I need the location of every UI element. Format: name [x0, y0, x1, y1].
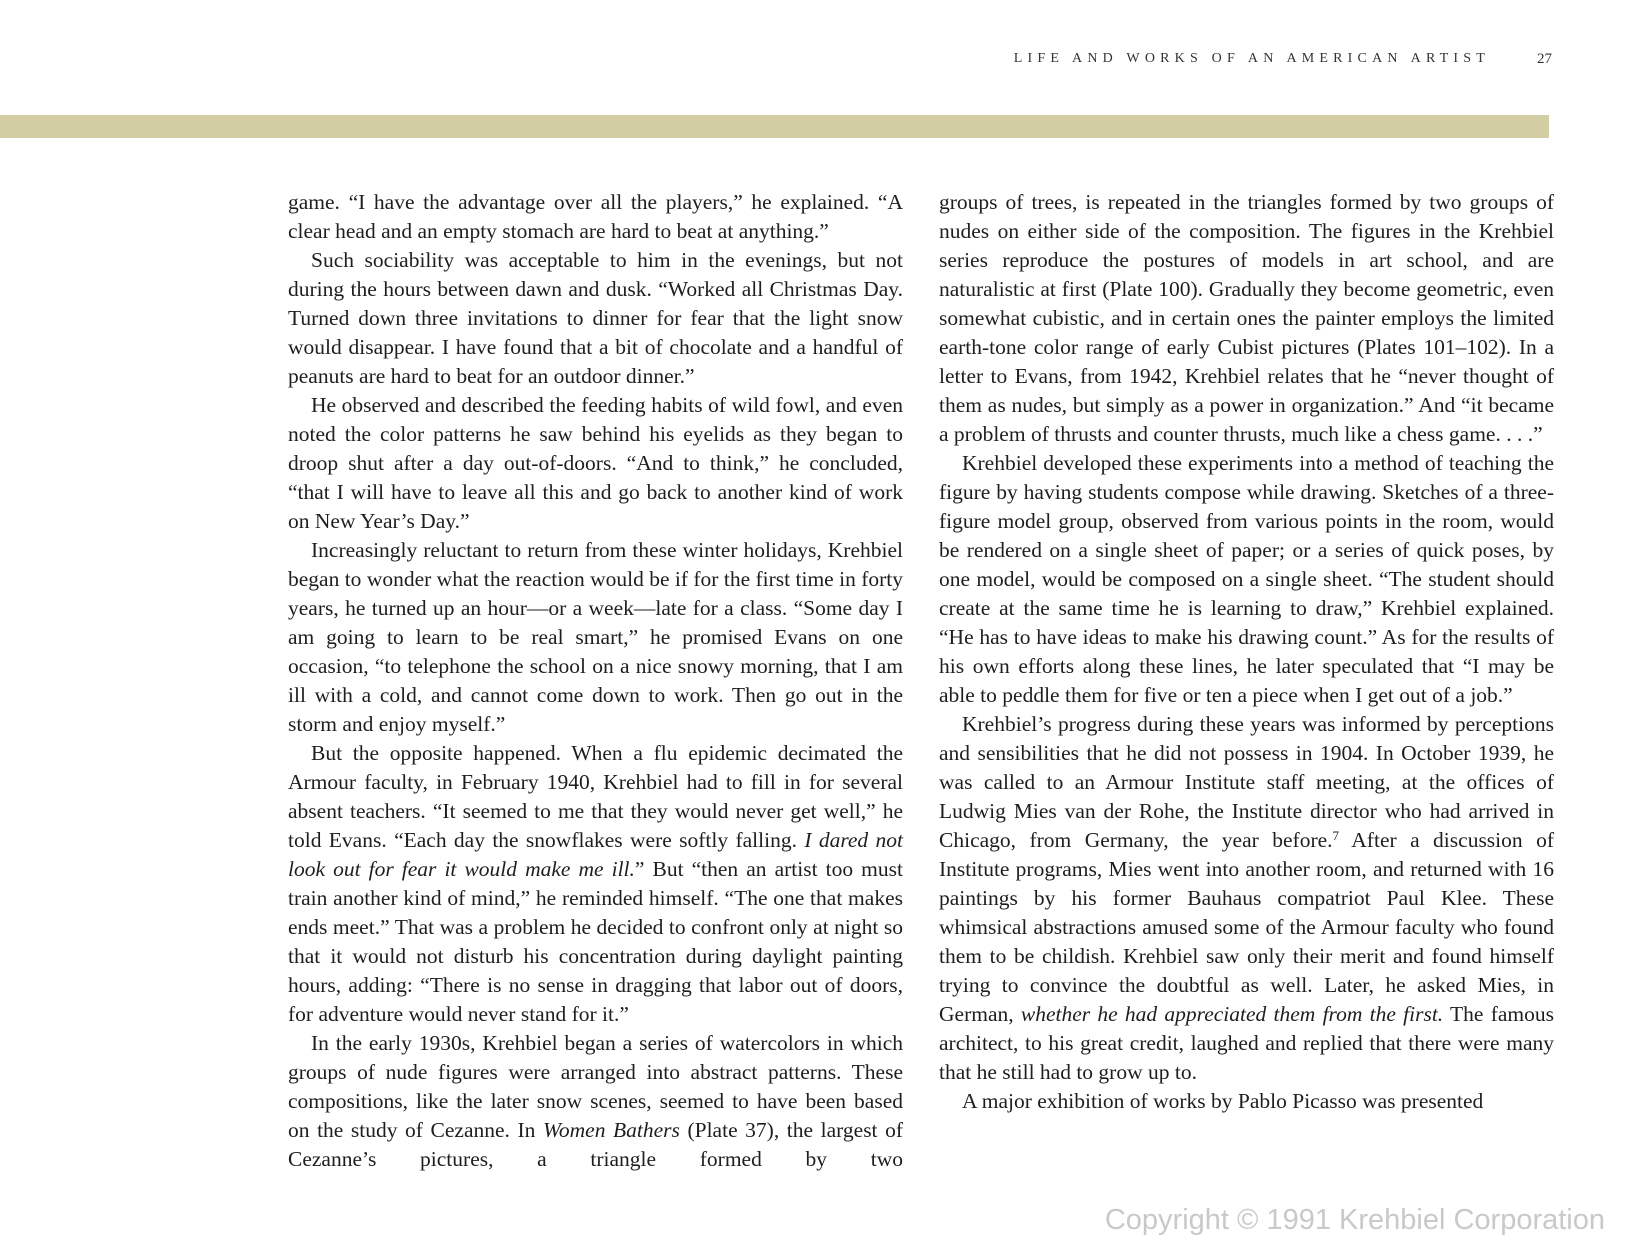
text-run: ” But “then an artist too must train another kind of mind,” he reminded himself. “The one that makes ends meet.” That was a problem he decided to confront only at night so that it would not disturb his concentration during daylight painting hours, adding: “There is no sense in dragging that labor out of doors, for adventure would never stand for it.” [288, 857, 903, 1026]
text-run: But the opposite happened. When a flu epidemic decimated the Armour faculty, in February 1940, Krehbiel had to fill in for several absent teachers. “It seemed to me that they would never get well,” he told Evans. “Each day the snowflakes were softly falling. [288, 741, 903, 852]
right-column [939, 188, 1554, 1116]
text-run: (Plate 37), the largest of Cezanne’s pictures, a triangle formed by two [288, 1118, 904, 1171]
paragraph: He observed and described the feeding habits of wild fowl, and even noted the color patterns he saw behind his eyelids as they began to droop shut after a day out-of-doors. “And to think,” he concluded, “that I will have to leave all this and go back to another kind of work on New Year’s Day.” [288, 393, 903, 533]
text-run: In the early 1930s, Krehbiel began a series of watercolors in which groups of nude figures were arranged into abstract patterns. These compositions, like the later snow scenes, seemed to have been based on the study of Cezanne. In [288, 1031, 903, 1142]
left-column [288, 188, 903, 1174]
text-run: Krehbiel’s progress during these years was informed by perceptions and sensibilities that he did not possess in 1904. In October 1939, he was called to an Armour Institute staff meeting, at the offices of Ludwig Mies van der Rohe, the Institute director who had arrived in Chicago, from Germany, the year before. [939, 712, 1554, 852]
italic-title: Women Bathers [542, 1118, 680, 1142]
paragraph: game. “I have the advantage over all the players,” he explained. “A clear head and an empty stomach are hard to beat at anything.” [288, 190, 903, 243]
paragraph [288, 739, 903, 1029]
paragraph: groups of trees, is repeated in the triangles formed by two groups of nudes on either side of the composition. The figures in the Krehbiel series reproduce the postures of models in art school, and are naturalistic at first (Plate 100). Gradually they become geometric, even somewhat cubistic, and in certain ones the painter employs the limited earth-tone color range of early Cubist pictures (Plates 101–102). In a letter to Evans, from 1942, Krehbiel relates that he “never thought of them as nudes, but simply as a power in organization.” And “it became a problem of thrusts and counter thrusts, much like a chess game. . . .” [939, 190, 1554, 446]
copyright-watermark: Copyright © 1991 Krehbiel Corporation [1104, 1204, 1605, 1236]
footnote-marker: 7 [1332, 828, 1340, 843]
paragraph [288, 1029, 903, 1174]
paragraph: Increasingly reluctant to return from these winter holidays, Krehbiel began to wonder what the reaction would be if for the first time in forty years, he turned up an hour—or a week—late for a class. “Some day I am going to learn to be real smart,” he promised Evans on one occasion, “to telephone the school on a nice snowy morning, that I am ill with a cold, and cannot come down to work. Then go out in the storm and enjoy myself.” [288, 538, 903, 736]
italic-quote: whether he had appreciated them from the first. [1020, 1002, 1444, 1026]
italic-quote: I dared not look out for fear it would make me ill. [288, 828, 904, 881]
text-run: The famous architect, to his great credit, laughed and replied that there were many that he still had to grow up to. [939, 1002, 1554, 1084]
header-band [0, 115, 1549, 138]
text-run: After a discussion of Institute programs, Mies went into another room, and returned with 16 paintings by his former Bauhaus compatriot Paul Klee. These whimsical abstractions amused some of the Armour faculty who found them to be childish. Krehbiel saw only their merit and found himself trying to convince the doubtful as well. Later, he asked Mies, in German, [939, 828, 1554, 1026]
running-head: LIFE AND WORKS OF AN AMERICAN ARTIST [1013, 51, 1490, 66]
page-number: 27 [1537, 51, 1552, 67]
paragraph: Krehbiel developed these experiments into a method of teaching the figure by having students compose while drawing. Sketches of a three-figure model group, observed from various points in the room, would be rendered on a single sheet of paper; or a series of quick poses, by one model, would be composed on a single sheet. “The student should create at the same time he is learning to draw,” Krehbiel explained. “He has to have ideas to make his drawing count.” As for the results of his own efforts along these lines, he later speculated that “I may be able to peddle them for five or ten a piece when I get out of a job.” [939, 451, 1554, 707]
paragraph [939, 710, 1554, 1087]
paragraph: Such sociability was acceptable to him in the evenings, but not during the hours between dawn and dusk. “Worked all Christmas Day. Turned down three invitations to dinner for fear that the light snow would disappear. I have found that a bit of chocolate and a handful of peanuts are hard to beat for an outdoor dinner.” [288, 248, 903, 388]
paragraph: A major exhibition of works by Pablo Picasso was presented [962, 1089, 1484, 1113]
